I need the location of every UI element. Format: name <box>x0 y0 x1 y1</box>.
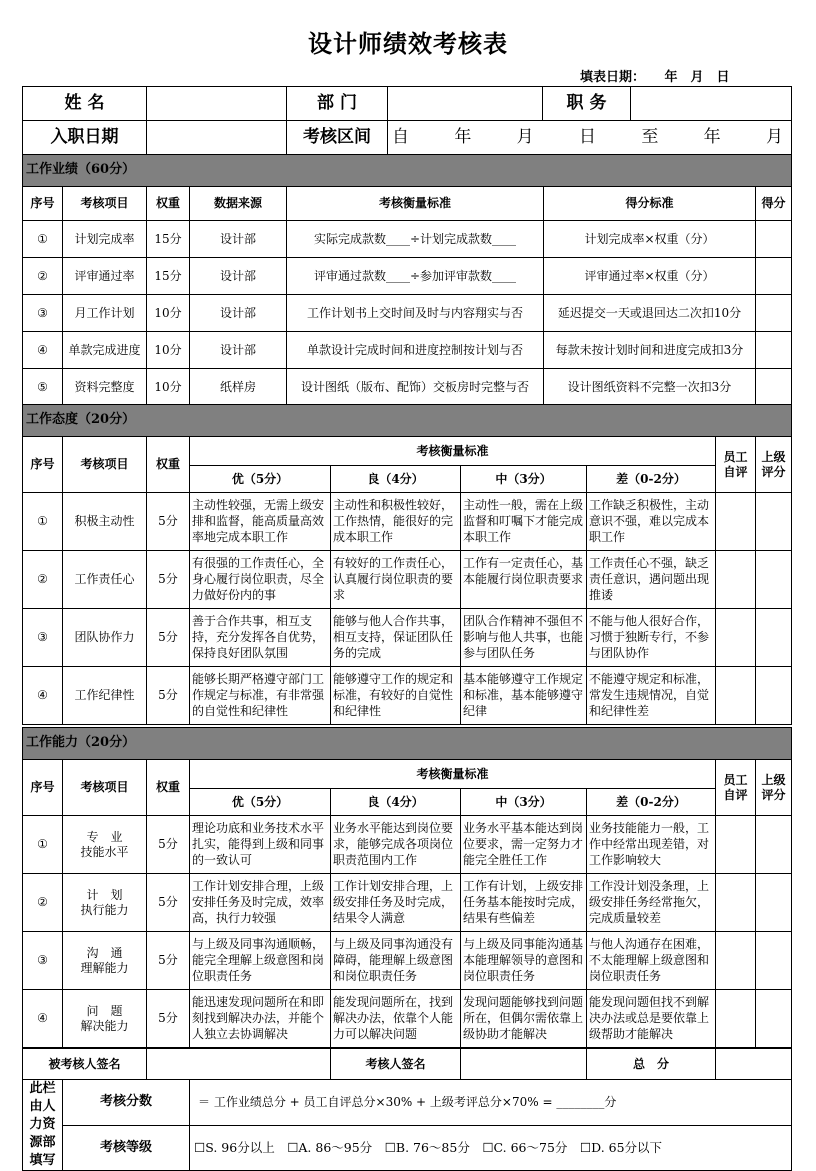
row-score-std: 计划完成率×权重（分） <box>544 221 756 258</box>
grade-label: 考核等级 <box>63 1125 190 1171</box>
row-no: ③ <box>23 295 63 332</box>
criteria-poor: 业务技能能力一般，工作中经常出现差错，对工作影响较大 <box>589 820 710 867</box>
period-month-1: 月 <box>516 126 534 147</box>
col-item: 考核项目 <box>63 760 147 816</box>
self-eval-field[interactable] <box>716 667 756 725</box>
row-item-line1: 专 业 <box>86 829 123 844</box>
supervisor-field[interactable] <box>756 667 792 725</box>
col-no: 序号 <box>23 437 63 493</box>
evaluatee-sign-field[interactable] <box>147 1049 331 1080</box>
self-eval-field[interactable] <box>716 932 756 990</box>
row-item-line2: 理解能力 <box>80 960 129 975</box>
row-weight: 5分 <box>147 874 190 932</box>
criteria-good: 有较好的工作责任心，认真履行岗位职责的要求 <box>333 555 454 602</box>
row-item-line1: 计 划 <box>86 887 123 902</box>
col-self-eval: 员工自评 <box>716 437 756 493</box>
row-no: ③ <box>23 609 63 667</box>
row-weight: 15分 <box>147 221 190 258</box>
row-no: ① <box>23 493 63 551</box>
row-item <box>63 874 147 932</box>
grade-good: 良（4分） <box>331 789 461 816</box>
name-label: 姓 名 <box>23 87 147 121</box>
grade-average: 中（3分） <box>461 789 587 816</box>
hire-date-field[interactable] <box>147 121 287 155</box>
table-row <box>23 221 792 258</box>
table-row <box>23 990 792 1048</box>
criteria-average: 主动性一般，需在上级监督和叮嘱下才能完成本职工作 <box>463 497 584 544</box>
criteria-excellent: 理论功底和业务技术水平扎实，能得到上级和同事的一致认可 <box>192 820 325 867</box>
supervisor-field[interactable] <box>756 493 792 551</box>
col-weight: 权重 <box>147 187 190 221</box>
evaluatee-sign-label: 被考核人签名 <box>23 1049 147 1080</box>
dept-field[interactable] <box>388 87 543 121</box>
row-weight: 10分 <box>147 332 190 369</box>
row-no: ④ <box>23 667 63 725</box>
hire-date-label: 入职日期 <box>23 121 147 155</box>
self-eval-field[interactable] <box>716 493 756 551</box>
dept-label: 部 门 <box>287 87 388 121</box>
col-weight: 权重 <box>147 760 190 816</box>
row-item: 计划完成率 <box>63 221 147 258</box>
row-item-line2: 技能水平 <box>80 844 129 859</box>
performance-section-title: 工作业绩（60分） <box>23 155 792 187</box>
col-no: 序号 <box>23 187 63 221</box>
row-source: 设计部 <box>190 295 287 332</box>
supervisor-field[interactable] <box>756 816 792 874</box>
position-field[interactable] <box>631 87 792 121</box>
grade-poor: 差（0-2分） <box>587 789 716 816</box>
criteria-excellent: 善于合作共事，相互支持，充分发挥各自优势，保持良好团队氛围 <box>192 613 325 660</box>
self-eval-field[interactable] <box>716 609 756 667</box>
row-weight: 10分 <box>147 295 190 332</box>
row-weight: 10分 <box>147 369 190 406</box>
row-no: ① <box>23 221 63 258</box>
supervisor-field[interactable] <box>756 990 792 1048</box>
col-source: 数据来源 <box>190 187 287 221</box>
criteria-excellent: 有很强的工作责任心，全身心履行岗位职责，尽全力做好份内的事 <box>192 555 325 602</box>
period-label: 考核区间 <box>287 121 388 155</box>
table-row <box>23 258 792 295</box>
criteria-poor: 能发现问题但找不到解决办法或总是要依靠上级帮助才能解决 <box>589 994 710 1041</box>
criteria-poor: 工作没计划没条理，上级安排任务经常拖欠，完成质量较差 <box>589 878 710 925</box>
grade-excellent: 优（5分） <box>190 466 331 493</box>
row-no: ② <box>23 874 63 932</box>
position-label: 职 务 <box>543 87 631 121</box>
row-score-std: 设计图纸资料不完整一次扣3分 <box>544 369 756 406</box>
row-no: ③ <box>23 932 63 990</box>
criteria-good: 业务水平能达到岗位要求，能够完成各项岗位职责范围内工作 <box>333 820 454 867</box>
supervisor-field[interactable] <box>756 551 792 609</box>
row-score-std: 每款未按计划时间和进度完成扣3分 <box>544 332 756 369</box>
criteria-poor: 工作缺乏积极性，主动意识不强，难以完成本职工作 <box>589 497 710 544</box>
score-field[interactable] <box>756 258 792 295</box>
row-source: 设计部 <box>190 221 287 258</box>
table-row <box>23 667 792 725</box>
score-field[interactable] <box>756 369 792 406</box>
row-score-std: 评审通过率×权重（分） <box>544 258 756 295</box>
row-no: ④ <box>23 332 63 369</box>
row-standard: 评审通过款数____÷参加评审款数____ <box>287 258 544 295</box>
row-item <box>63 816 147 874</box>
row-item-line2: 解决能力 <box>80 1018 129 1033</box>
row-item: 月工作计划 <box>63 295 147 332</box>
criteria-excellent: 能够长期严格遵守部门工作规定与标准，有非常强的自觉性和纪律性 <box>192 671 325 718</box>
row-item: 评审通过率 <box>63 258 147 295</box>
col-no: 序号 <box>23 760 63 816</box>
table-row <box>23 551 792 609</box>
ability-table <box>22 727 792 1048</box>
criteria-good: 能发现问题所在，找到解决办法，依靠个人能力可以解决问题 <box>333 994 454 1041</box>
row-item: 工作纪律性 <box>63 667 147 725</box>
score-field[interactable] <box>756 295 792 332</box>
row-source: 设计部 <box>190 258 287 295</box>
self-eval-field[interactable] <box>716 874 756 932</box>
table-row <box>23 816 792 874</box>
row-standard: 设计图纸（版布、配饰）交板房时完整与否 <box>287 369 544 406</box>
row-source: 设计部 <box>190 332 287 369</box>
period-year-1: 年 <box>454 126 472 147</box>
grade-good: 良（4分） <box>331 466 461 493</box>
table-row <box>23 332 792 369</box>
row-item: 资料完整度 <box>63 369 147 406</box>
period-to: 至 <box>641 126 659 147</box>
row-weight: 5分 <box>147 816 190 874</box>
col-item: 考核项目 <box>63 187 147 221</box>
name-field[interactable] <box>147 87 287 121</box>
criteria-average: 团队合作精神不强但不影响与他人共事，也能参与团队任务 <box>463 613 584 660</box>
score-formula: ＝ 工作业绩总分 + 员工自评总分×30% + 上级考评总分×70% = ________分 <box>190 1080 792 1126</box>
col-standard: 考核衡量标准 <box>287 187 544 221</box>
criteria-good: 主动性和积极性较好，工作热情，能很好的完成本职工作 <box>333 497 454 544</box>
row-no: ① <box>23 816 63 874</box>
criteria-good: 工作计划安排合理，上级安排任务及时完成，结果令人满意 <box>333 878 454 925</box>
row-no: ⑤ <box>23 369 63 406</box>
col-item: 考核项目 <box>63 437 147 493</box>
criteria-poor: 不能与他人很好合作，习惯于独断专行，不参与团队协作 <box>589 613 710 660</box>
table-row <box>23 874 792 932</box>
criteria-average: 业务水平基本能达到岗位要求，需一定努力才能完全胜任工作 <box>463 820 584 867</box>
col-self-eval: 员工自评 <box>716 760 756 816</box>
row-standard: 单款设计完成时间和进度控制按计划与否 <box>287 332 544 369</box>
period-from: 自 <box>392 126 409 147</box>
score-field[interactable] <box>756 221 792 258</box>
attitude-section-title: 工作态度（20分） <box>23 405 792 437</box>
supervisor-field[interactable] <box>756 874 792 932</box>
self-eval-field[interactable] <box>716 816 756 874</box>
criteria-excellent: 与上级及同事沟通顺畅，能完全理解上级意图和岗位职责任务 <box>192 936 325 983</box>
ability-section-title: 工作能力（20分） <box>23 728 792 760</box>
criteria-excellent: 工作计划安排合理，上级安排任务及时完成，效率高，执行力较强 <box>192 878 325 925</box>
row-weight: 5分 <box>147 493 190 551</box>
hr-note: 此栏由人力资源部填写 <box>23 1080 63 1171</box>
evaluator-sign-field[interactable] <box>461 1049 587 1080</box>
table-row <box>23 493 792 551</box>
evaluator-sign-label: 考核人签名 <box>331 1049 461 1080</box>
criteria-good: 能够遵守工作的规定和标准，有较好的自觉性和纪律性 <box>333 671 454 718</box>
supervisor-field[interactable] <box>756 609 792 667</box>
table-row <box>23 369 792 406</box>
criteria-average: 工作有计划，上级安排任务基本能按时完成，结果有些偏差 <box>463 878 584 925</box>
row-item: 单款完成进度 <box>63 332 147 369</box>
row-weight: 5分 <box>147 990 190 1048</box>
row-weight: 5分 <box>147 551 190 609</box>
criteria-average: 基本能够遵守工作规定和标准，基本能够遵守纪律 <box>463 671 584 718</box>
supervisor-field[interactable] <box>756 932 792 990</box>
criteria-average: 与上级及同事能沟通基本能理解领导的意图和岗位职责任务 <box>463 936 584 983</box>
col-weight: 权重 <box>147 437 190 493</box>
table-row <box>23 295 792 332</box>
table-row <box>23 932 792 990</box>
criteria-good: 与上级及同事沟通没有障碍，能理解上级意图和岗位职责任务 <box>333 936 454 983</box>
total-label: 总 分 <box>587 1049 716 1080</box>
total-field[interactable] <box>716 1049 792 1080</box>
row-item <box>63 990 147 1048</box>
grade-options[interactable]: ☐S. 96分以上 ☐A. 86～95分 ☐B. 76～85分 ☐C. 66～75分 ☐D. 65分以下 <box>190 1125 792 1171</box>
row-source: 纸样房 <box>190 369 287 406</box>
period-day-1: 日 <box>578 126 596 147</box>
col-measure: 考核衡量标准 <box>190 437 716 466</box>
score-label: 考核分数 <box>63 1080 190 1126</box>
performance-table <box>22 154 792 406</box>
period-year-2: 年 <box>703 126 721 147</box>
criteria-good: 能够与他人合作共事，相互支持，保证团队任务的完成 <box>333 613 454 660</box>
page-title: 设计师绩效考核表 <box>308 29 508 58</box>
col-supervisor: 上级评分 <box>756 760 792 816</box>
col-score-std: 得分标准 <box>544 187 756 221</box>
row-score-std: 延迟提交一天或退回达二次扣10分 <box>544 295 756 332</box>
row-item <box>63 932 147 990</box>
criteria-average: 发现问题能够找到问题所在，但偶尔需依靠上级协助才能解决 <box>463 994 584 1041</box>
grade-poor: 差（0-2分） <box>587 466 716 493</box>
grade-average: 中（3分） <box>461 466 587 493</box>
criteria-excellent: 主动性较强，无需上级安排和监督，能高质量高效率地完成本职工作 <box>192 497 325 544</box>
criteria-poor: 与他人沟通存在困难，不太能理解上级意图和岗位职责任务 <box>589 936 710 983</box>
criteria-excellent: 能迅速发现问题所在和即刻找到解决办法，并能个人独立去协调解决 <box>192 994 325 1041</box>
table-row <box>23 609 792 667</box>
row-weight: 5分 <box>147 932 190 990</box>
row-no: ② <box>23 258 63 295</box>
self-eval-field[interactable] <box>716 551 756 609</box>
score-field[interactable] <box>756 332 792 369</box>
row-item-line2: 执行能力 <box>80 902 129 917</box>
col-measure: 考核衡量标准 <box>190 760 716 789</box>
row-item: 工作责任心 <box>63 551 147 609</box>
row-item-line1: 问 题 <box>86 1003 123 1018</box>
criteria-poor: 工作责任心不强，缺乏责任意识，遇问题出现推诿 <box>589 555 710 602</box>
footer-table <box>22 1048 792 1171</box>
row-weight: 5分 <box>147 609 190 667</box>
row-standard: 工作计划书上交时间及时与内容翔实与否 <box>287 295 544 332</box>
row-weight: 5分 <box>147 667 190 725</box>
criteria-average: 工作有一定责任心，基本能履行岗位职责要求 <box>463 555 584 586</box>
col-supervisor: 上级评分 <box>756 437 792 493</box>
self-eval-field[interactable] <box>716 990 756 1048</box>
row-item: 积极主动性 <box>63 493 147 551</box>
row-item: 团队协作力 <box>63 609 147 667</box>
header-table <box>22 86 792 155</box>
grade-excellent: 优（5分） <box>190 789 331 816</box>
col-score: 得分 <box>756 187 792 221</box>
row-standard: 实际完成款数____÷计划完成款数____ <box>287 221 544 258</box>
fill-date: 填表日期： 年 月 日 <box>580 70 730 85</box>
period-field[interactable] <box>388 121 792 155</box>
row-no: ④ <box>23 990 63 1048</box>
period-month-2: 月 <box>765 126 783 147</box>
row-no: ② <box>23 551 63 609</box>
criteria-poor: 不能遵守规定和标准，常发生违规情况，自觉和纪律性差 <box>589 671 710 718</box>
row-item-line1: 沟 通 <box>86 945 123 960</box>
attitude-table <box>22 404 792 725</box>
row-weight: 15分 <box>147 258 190 295</box>
